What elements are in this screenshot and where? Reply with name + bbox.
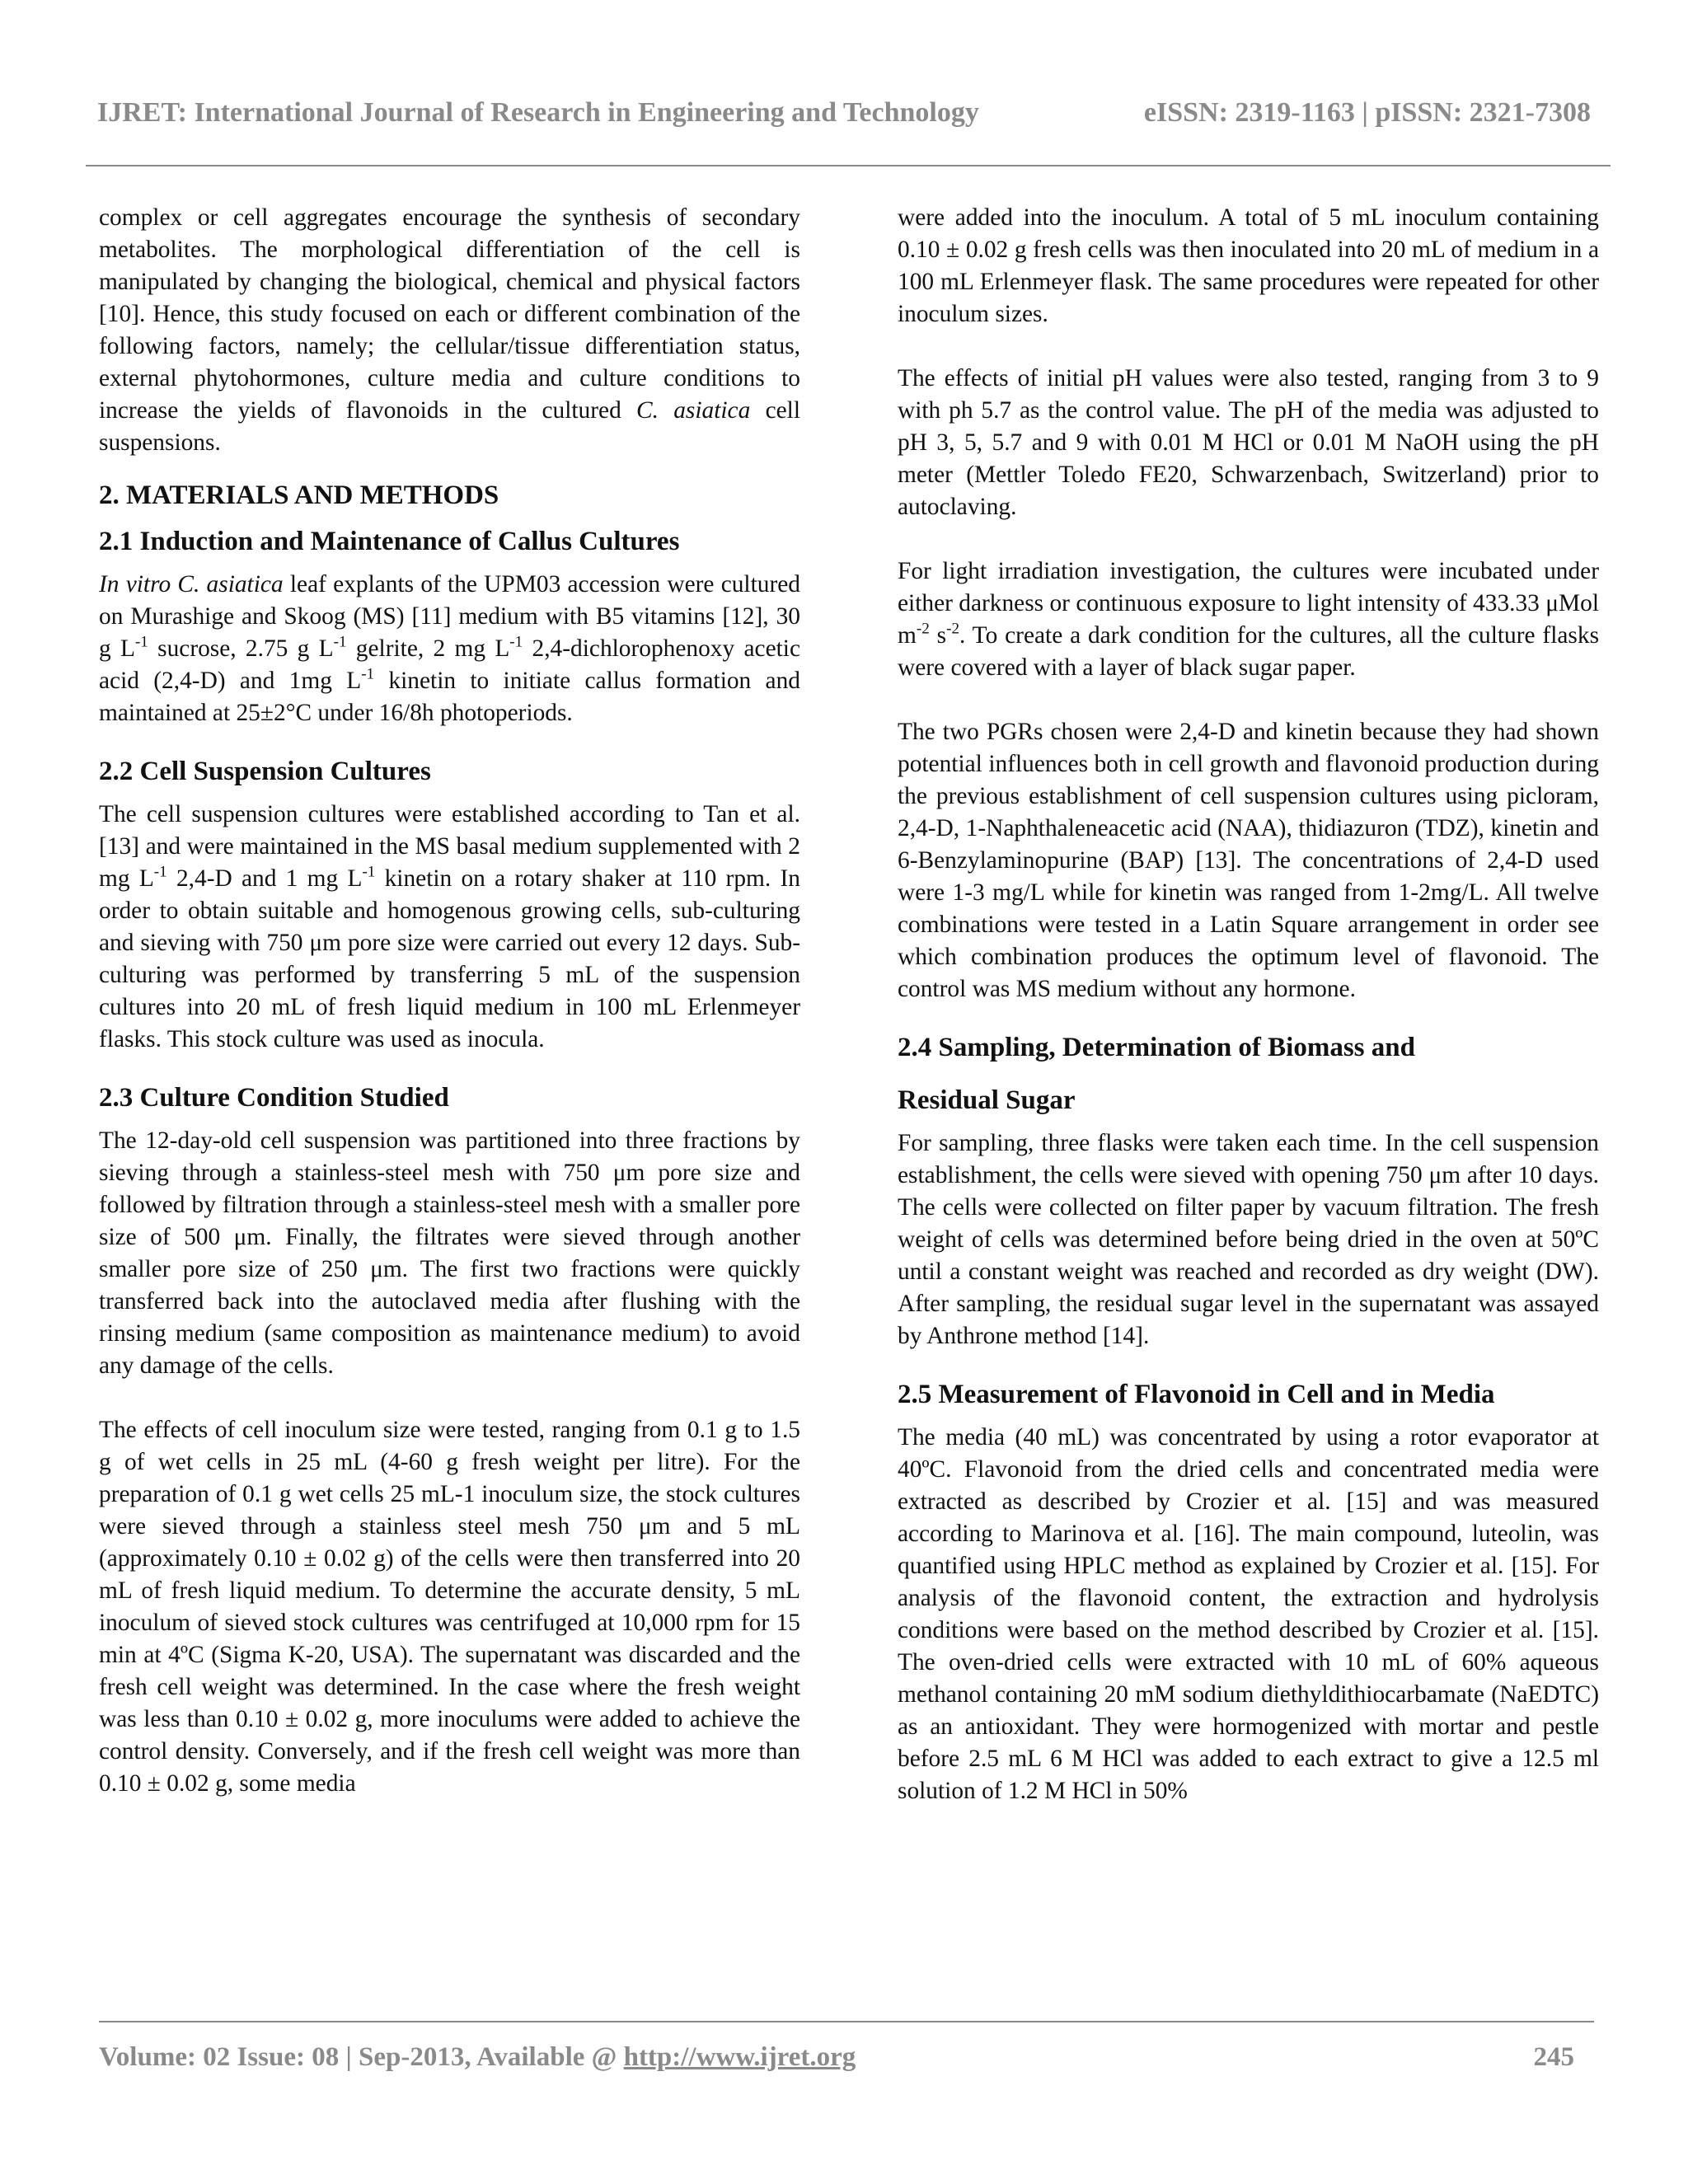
subsection-heading-2-2: 2.2 Cell Suspension Cultures [99, 757, 431, 786]
header-divider [86, 165, 1611, 166]
paragraph-2-4: For sampling, three flasks were taken each time. In the cell suspension establishment, the cells were sieved with opening 750 μm after 10 days. The cells were collected on filter paper by vacuum filtration. The fresh weight of cells was determined before being dried in the oven at 50ºC until a constant weight was reached and recorded as dry weight (DW). After sampling, the residual sugar level in the supernatant was assayed by Anthrone method [14]. [898, 1130, 1599, 1349]
paragraph-ph: The effects of initial pH values were also tested, ranging from 3 to 9 with ph 5.7 as the control value. The pH of the media was adjusted to pH 3, 5, 5.7 and 9 with 0.01 M HCl or 0.01 M NaOH using the pH meter (Mettler Toledo FE20, Schwarzenbach, Switzerland) prior to autoclaving. [898, 365, 1599, 520]
subsection-heading-2-4-line1: 2.4 Sampling, Determination of Biomass and [898, 1033, 1415, 1062]
page-number: 245 [1533, 2042, 1574, 2072]
paragraph-2-3: The 12-day-old cell suspension was partitioned into three fractions by sieving through a stainless-steel mesh with 750 μm pore size and followed by filtration through a stainless-steel mesh with a smaller pore size of 500 μm. Finally, the filtrates were sieved through another smaller pore size of 250 μm. The first two fractions were quickly transferred back into the autoclaved media after flushing with the rinsing medium (same composition as maintenance medium) to avoid any damage of the cells. [99, 1127, 800, 1379]
paragraph-inoculum-continued: were added into the inoculum. A total of 5 mL inoculum containing 0.10 ± 0.02 g fresh cells was then inoculated into 20 mL of medium in a 100 mL Erlenmeyer flask. The same procedures were repeated for other inoculum sizes. [898, 204, 1599, 327]
journal-title: IJRET: International Journal of Research in Engineering and Technology [97, 97, 979, 128]
section-heading-materials-methods: 2. MATERIALS AND METHODS [99, 480, 499, 510]
issn-info: eISSN: 2319-1163 | pISSN: 2321-7308 [1143, 97, 1591, 128]
footer-volume: Volume: 02 Issue: 08 | Sep-2013, Available @ http://www.ijret.org [99, 2042, 856, 2072]
journal-url-link[interactable]: http://www.ijret.org [623, 2042, 856, 2072]
intro-paragraph: complex or cell aggregates encourage the synthesis of secondary metabolites. The morphological differentiation of the cell is manipulated by changing the biological, chemical and physical factors [10]. Hence, this study focused on each or different combination of the following factors, namely; the cellular/tissue differentiation status, external phytohormones, culture media and culture conditions to increase the yields of flavonoids in the cultured C. asiatica cell suspensions. [99, 204, 800, 456]
paragraph-inoculum-size: The effects of cell inoculum size were tested, ranging from 0.1 g to 1.5 g of wet cells in 25 mL (4-60 g fresh weight per litre). For the preparation of 0.1 g wet cells 25 mL-1 inoculum size, the stock cultures were sieved through a stainless steel mesh 750 μm and 5 mL (approximately 0.10 ± 0.02 g) of the cells were then transferred into 20 mL of fresh liquid medium. To determine the accurate density, 5 mL inoculum of sieved stock cultures was centrifuged at 10,000 rpm for 15 min at 4ºC (Sigma K-20, USA). The supernatant was discarded and the fresh cell weight was determined. In the case where the fresh weight was less than 0.10 ± 0.02 g, more inoculums were added to achieve the control density. Conversely, and if the fresh cell weight was more than 0.10 ± 0.02 g, some media [99, 1417, 800, 1797]
left-column [99, 202, 800, 1800]
subsection-heading-2-3: 2.3 Culture Condition Studied [99, 1083, 449, 1113]
paragraph-2-5: The media (40 mL) was concentrated by using a rotor evaporator at 40ºC. Flavonoid from the dried cells and concentrated media were extracted as described by Crozier et al. [15] and was measured according to Marinova et al. [16]. The main compound, luteolin, was quantified using HPLC method as explained by Crozier et al. [15]. For analysis of the flavonoid content, the extraction and hydrolysis conditions were based on the method described by Crozier et al. [15]. The oven-dried cells were extracted with 10 mL of 60% aqueous methanol containing 20 mM sodium diethyldithiocarbamate (NaEDTC) as an antioxidant. They were hormogenized with mortar and pestle before 2.5 mL 6 M HCl was added to each extract to give a 12.5 ml solution of 1.2 M HCl in 50% [898, 1424, 1599, 1804]
subsection-heading-2-1: 2.1 Induction and Maintenance of Callus Cultures [99, 527, 680, 556]
running-header [97, 97, 1591, 129]
subsection-heading-2-5: 2.5 Measurement of Flavonoid in Cell and in Media [898, 1380, 1495, 1409]
paragraph-2-1: In vitro C. asiatica leaf explants of the UPM03 accession were cultured on Murashige and Skoog (MS) [11] medium with B5 vitamins [12], 30 g $L^{-1}$ sucrose, 2.75 g $L^{-1}$ gelrite, 2 mg $L^{-1}$ 2,4-dichlorophenoxy acetic acid (2,4-D) and 1mg $L^{-1}$ kinetin to initiate callus formation and maintained at 25±2°C under 16/8h photoperiods. [99, 571, 800, 726]
paragraph-light: For light irradiation investigation, the cultures were incubated under either darkness or continuous exposure to light intensity of 433.33 μMol $m^{-2}$ $s^{-2}$. To create a dark condition for the cultures, all the culture flasks were covered with a layer of black sugar paper. [898, 558, 1600, 681]
right-column [898, 202, 1599, 1807]
footer-divider [99, 2021, 1594, 2022]
paragraph-pgrs: The two PGRs chosen were 2,4-D and kinetin because they had shown potential influences both in cell growth and flavonoid production during the previous establishment of cell suspension cultures using picloram, 2,4-D, 1-Naphthaleneacetic acid (NAA), thidiazuron (TDZ), kinetin and 6-Benzylaminopurine (BAP) [13]. The concentrations of 2,4-D used were 1-3 mg/L while for kinetin was ranged from 1-2mg/L. All twelve combinations were tested in a Latin Square arrangement in order see which combination produces the optimum level of flavonoid. The control was MS medium without any hormone. [898, 719, 1599, 1002]
subsection-heading-2-4-line2: Residual Sugar [898, 1085, 1076, 1115]
running-footer [99, 2042, 1574, 2073]
paragraph-2-2: The cell suspension cultures were established according to Tan et al. [13] and were maintained in the MS basal medium supplemented with 2 mg $L^{-1}$ 2,4-D and 1 mg $L^{-1}$ kinetin on a rotary shaker at 110 rpm. In order to obtain suitable and homogenous growing cells, sub-culturing and sieving with 750 μm pore size were carried out every 12 days. Sub-culturing was performed by transferring 5 mL of the suspension cultures into 20 mL of fresh liquid medium in 100 mL Erlenmeyer flasks. This stock culture was used as inocula. [99, 801, 800, 1052]
